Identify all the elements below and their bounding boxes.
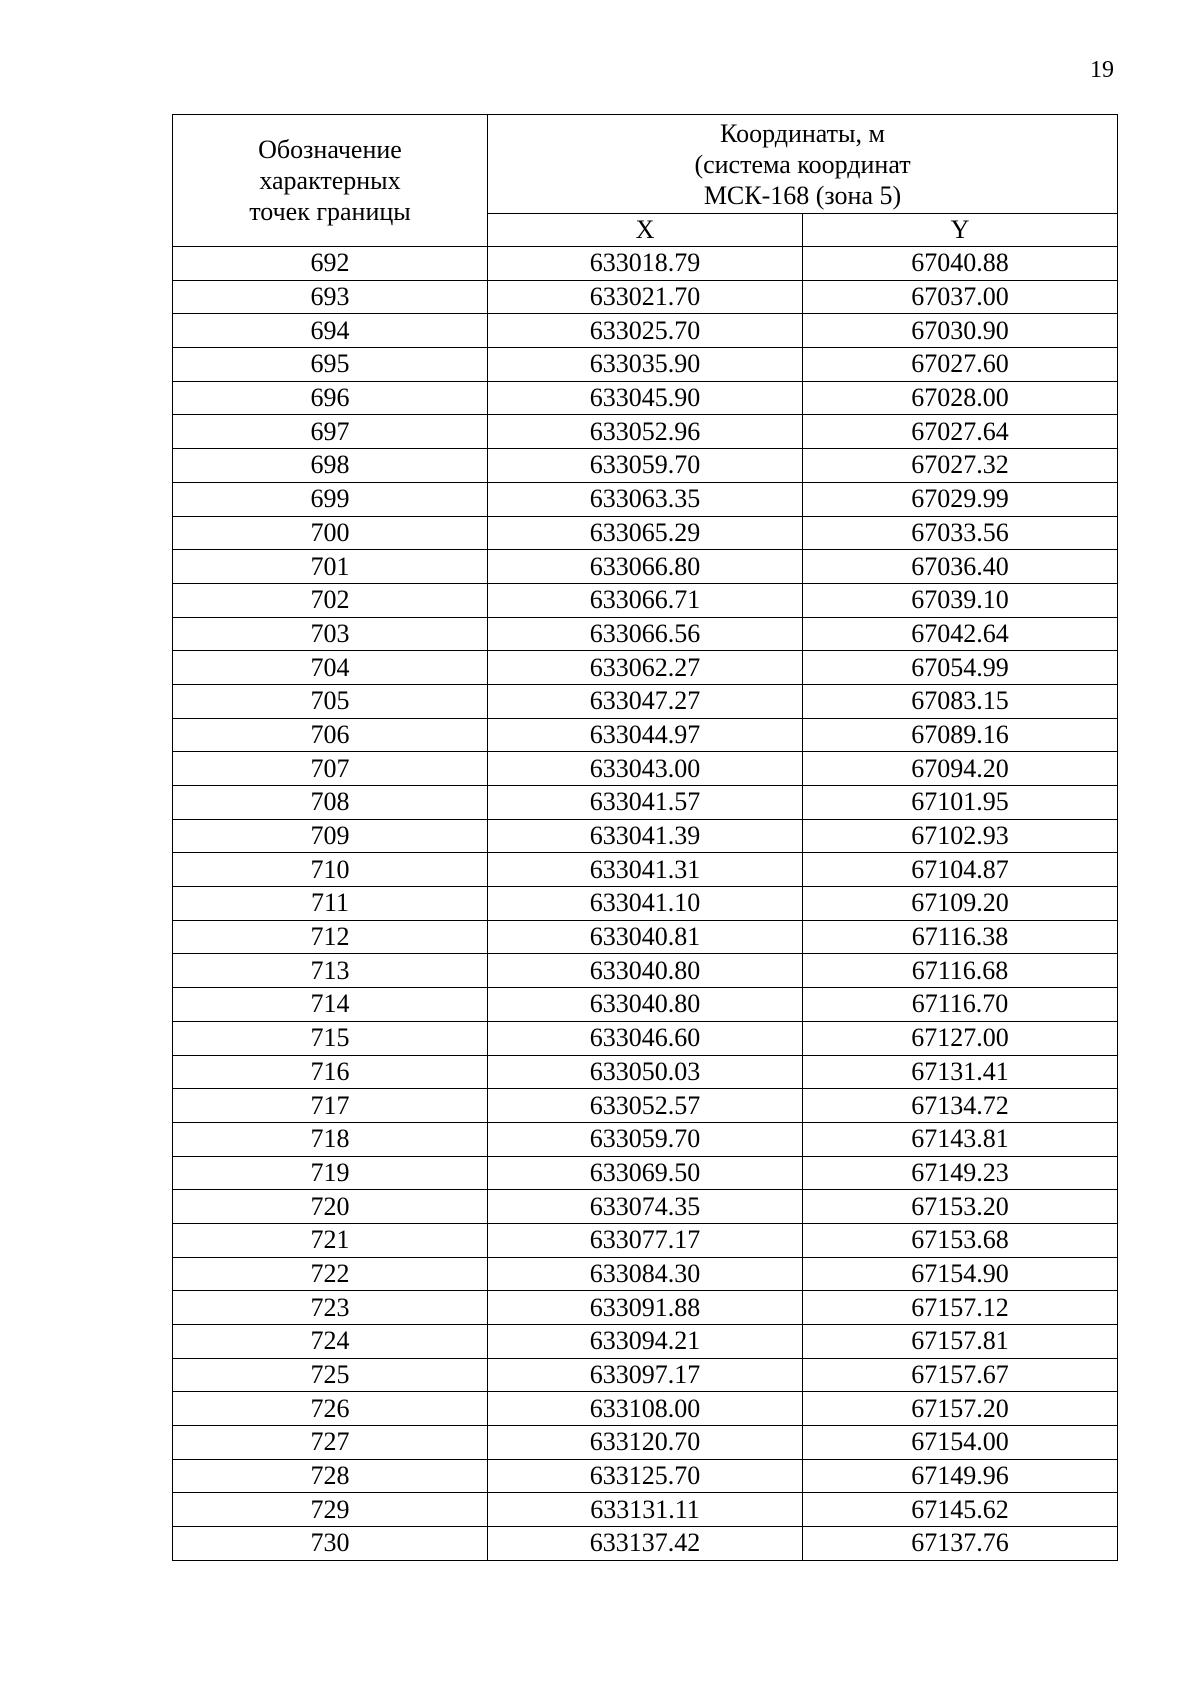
- point-cell: 719: [173, 1156, 488, 1190]
- x-coordinate-cell: 633045.90: [488, 381, 803, 415]
- point-cell: 697: [173, 415, 488, 449]
- point-cell: 718: [173, 1122, 488, 1156]
- point-cell: 702: [173, 583, 488, 617]
- x-coordinate-cell: 633077.17: [488, 1223, 803, 1257]
- y-coordinate-cell: 67109.20: [803, 887, 1118, 921]
- y-coordinate-cell: 67039.10: [803, 583, 1118, 617]
- x-coordinate-cell: 633066.56: [488, 617, 803, 651]
- table-row: [173, 887, 1118, 921]
- point-cell: 716: [173, 1055, 488, 1089]
- x-coordinate-cell: 633041.39: [488, 819, 803, 853]
- x-coordinate-cell: 633018.79: [488, 247, 803, 281]
- point-cell: 728: [173, 1459, 488, 1493]
- x-coordinate-cell: 633047.27: [488, 684, 803, 718]
- point-cell: 699: [173, 482, 488, 516]
- table-row: [173, 583, 1118, 617]
- table-row: [173, 1156, 1118, 1190]
- point-cell: 729: [173, 1493, 488, 1527]
- point-cell: 724: [173, 1325, 488, 1359]
- x-coordinate-cell: 633052.57: [488, 1089, 803, 1123]
- y-coordinate-cell: 67027.60: [803, 348, 1118, 382]
- point-designation-header: [173, 115, 488, 247]
- point-cell: 715: [173, 1021, 488, 1055]
- y-coordinate-cell: 67037.00: [803, 280, 1118, 314]
- point-cell: 717: [173, 1089, 488, 1123]
- table-body: [173, 247, 1118, 1561]
- table-row: [173, 1055, 1118, 1089]
- y-coordinate-cell: 67154.00: [803, 1426, 1118, 1460]
- point-cell: 693: [173, 280, 488, 314]
- header-line: (система координат: [694, 149, 911, 179]
- table-row: [173, 988, 1118, 1022]
- x-coordinate-cell: 633066.80: [488, 550, 803, 584]
- x-coordinate-cell: 633063.35: [488, 482, 803, 516]
- table-row: [173, 280, 1118, 314]
- x-coordinate-cell: 633108.00: [488, 1392, 803, 1426]
- x-coordinate-cell: 633059.70: [488, 449, 803, 483]
- point-cell: 725: [173, 1358, 488, 1392]
- y-coordinate-cell: 67127.00: [803, 1021, 1118, 1055]
- header-row: [173, 115, 1118, 214]
- x-coordinate-cell: 633066.71: [488, 583, 803, 617]
- table-row: [173, 1426, 1118, 1460]
- point-cell: 712: [173, 920, 488, 954]
- table-row: [173, 819, 1118, 853]
- header-line: точек границы: [249, 197, 411, 226]
- point-cell: 727: [173, 1426, 488, 1460]
- table-row: [173, 1291, 1118, 1325]
- table-row: [173, 415, 1118, 449]
- x-coordinate-cell: 633094.21: [488, 1325, 803, 1359]
- y-coordinate-cell: 67157.81: [803, 1325, 1118, 1359]
- table-row: [173, 550, 1118, 584]
- header-line: МСК-168 (зона 5): [703, 180, 902, 210]
- x-coordinate-cell: 633120.70: [488, 1426, 803, 1460]
- x-coordinate-cell: 633041.10: [488, 887, 803, 921]
- x-coordinate-cell: 633040.80: [488, 988, 803, 1022]
- table-row: [173, 1358, 1118, 1392]
- y-coordinate-cell: 67143.81: [803, 1122, 1118, 1156]
- header-line: Обозначение: [258, 135, 402, 164]
- coordinates-header: [488, 115, 1118, 214]
- x-coordinate-cell: 633131.11: [488, 1493, 803, 1527]
- table-row: [173, 651, 1118, 685]
- y-coordinate-cell: 67030.90: [803, 314, 1118, 348]
- header-line: характерных: [259, 166, 401, 195]
- table-row: [173, 381, 1118, 415]
- y-coordinate-cell: 67145.62: [803, 1493, 1118, 1527]
- point-cell: 703: [173, 617, 488, 651]
- point-cell: 695: [173, 348, 488, 382]
- point-cell: 713: [173, 954, 488, 988]
- table-row: [173, 1325, 1118, 1359]
- point-cell: 694: [173, 314, 488, 348]
- y-coordinate-cell: 67157.12: [803, 1291, 1118, 1325]
- table-row: [173, 449, 1118, 483]
- point-cell: 696: [173, 381, 488, 415]
- header-line: Координаты, м: [720, 118, 885, 148]
- table-header: [173, 115, 1118, 247]
- table-row: [173, 1392, 1118, 1426]
- x-coordinate-cell: 633052.96: [488, 415, 803, 449]
- y-coordinate-cell: 67116.38: [803, 920, 1118, 954]
- y-coordinate-cell: 67083.15: [803, 684, 1118, 718]
- x-coordinate-cell: 633035.90: [488, 348, 803, 382]
- y-coordinate-cell: 67054.99: [803, 651, 1118, 685]
- table-row: [173, 684, 1118, 718]
- table-row: [173, 1223, 1118, 1257]
- y-coordinate-cell: 67131.41: [803, 1055, 1118, 1089]
- point-cell: 711: [173, 887, 488, 921]
- point-cell: 710: [173, 853, 488, 887]
- point-cell: 723: [173, 1291, 488, 1325]
- point-cell: 692: [173, 247, 488, 281]
- point-cell: 726: [173, 1392, 488, 1426]
- y-coordinate-cell: 67153.20: [803, 1190, 1118, 1224]
- y-coordinate-cell: 67089.16: [803, 718, 1118, 752]
- point-cell: 700: [173, 516, 488, 550]
- table-row: [173, 920, 1118, 954]
- point-cell: 730: [173, 1527, 488, 1561]
- table-row: [173, 1493, 1118, 1527]
- table-row: [173, 617, 1118, 651]
- table-row: [173, 247, 1118, 281]
- x-coordinate-cell: 633084.30: [488, 1257, 803, 1291]
- table-row: [173, 1122, 1118, 1156]
- y-coordinate-cell: 67154.90: [803, 1257, 1118, 1291]
- point-cell: 706: [173, 718, 488, 752]
- table-row: [173, 1527, 1118, 1561]
- table-row: [173, 314, 1118, 348]
- x-coordinate-cell: 633021.70: [488, 280, 803, 314]
- table-row: [173, 1257, 1118, 1291]
- y-coordinate-cell: 67027.64: [803, 415, 1118, 449]
- x-column-header: X: [488, 214, 803, 247]
- x-coordinate-cell: 633041.57: [488, 786, 803, 820]
- table-row: [173, 786, 1118, 820]
- x-coordinate-cell: 633050.03: [488, 1055, 803, 1089]
- x-coordinate-cell: 633125.70: [488, 1459, 803, 1493]
- x-coordinate-cell: 633091.88: [488, 1291, 803, 1325]
- coordinates-table: [172, 114, 1118, 1561]
- y-coordinate-cell: 67040.88: [803, 247, 1118, 281]
- point-cell: 704: [173, 651, 488, 685]
- x-coordinate-cell: 633046.60: [488, 1021, 803, 1055]
- y-coordinate-cell: 67137.76: [803, 1527, 1118, 1561]
- y-coordinate-cell: 67157.20: [803, 1392, 1118, 1426]
- x-coordinate-cell: 633097.17: [488, 1358, 803, 1392]
- y-column-header: Y: [803, 214, 1118, 247]
- table-row: [173, 1190, 1118, 1224]
- point-cell: 714: [173, 988, 488, 1022]
- y-coordinate-cell: 67033.56: [803, 516, 1118, 550]
- table-row: [173, 348, 1118, 382]
- x-coordinate-cell: 633043.00: [488, 752, 803, 786]
- y-coordinate-cell: 67157.67: [803, 1358, 1118, 1392]
- y-coordinate-cell: 67036.40: [803, 550, 1118, 584]
- x-coordinate-cell: 633040.81: [488, 920, 803, 954]
- point-cell: 707: [173, 752, 488, 786]
- table-row: [173, 718, 1118, 752]
- y-coordinate-cell: 67104.87: [803, 853, 1118, 887]
- x-coordinate-cell: 633040.80: [488, 954, 803, 988]
- point-cell: 709: [173, 819, 488, 853]
- x-coordinate-cell: 633069.50: [488, 1156, 803, 1190]
- table-row: [173, 853, 1118, 887]
- x-coordinate-cell: 633025.70: [488, 314, 803, 348]
- x-coordinate-cell: 633044.97: [488, 718, 803, 752]
- point-cell: 698: [173, 449, 488, 483]
- x-coordinate-cell: 633041.31: [488, 853, 803, 887]
- y-coordinate-cell: 67134.72: [803, 1089, 1118, 1123]
- y-coordinate-cell: 67149.23: [803, 1156, 1118, 1190]
- y-coordinate-cell: 67101.95: [803, 786, 1118, 820]
- table-row: [173, 1459, 1118, 1493]
- point-cell: 722: [173, 1257, 488, 1291]
- y-coordinate-cell: 67028.00: [803, 381, 1118, 415]
- table-row: [173, 1089, 1118, 1123]
- y-coordinate-cell: 67029.99: [803, 482, 1118, 516]
- table-row: [173, 1021, 1118, 1055]
- y-coordinate-cell: 67116.68: [803, 954, 1118, 988]
- x-coordinate-cell: 633074.35: [488, 1190, 803, 1224]
- y-coordinate-cell: 67116.70: [803, 988, 1118, 1022]
- point-cell: 701: [173, 550, 488, 584]
- point-cell: 708: [173, 786, 488, 820]
- x-coordinate-cell: 633137.42: [488, 1527, 803, 1561]
- table-row: [173, 752, 1118, 786]
- point-cell: 720: [173, 1190, 488, 1224]
- x-coordinate-cell: 633065.29: [488, 516, 803, 550]
- table-row: [173, 954, 1118, 988]
- table-row: [173, 482, 1118, 516]
- y-coordinate-cell: 67102.93: [803, 819, 1118, 853]
- x-coordinate-cell: 633059.70: [488, 1122, 803, 1156]
- y-coordinate-cell: 67094.20: [803, 752, 1118, 786]
- table-row: [173, 516, 1118, 550]
- y-coordinate-cell: 67153.68: [803, 1223, 1118, 1257]
- y-coordinate-cell: 67149.96: [803, 1459, 1118, 1493]
- x-coordinate-cell: 633062.27: [488, 651, 803, 685]
- point-cell: 705: [173, 684, 488, 718]
- page-number: 19: [1090, 57, 1114, 83]
- y-coordinate-cell: 67027.32: [803, 449, 1118, 483]
- point-cell: 721: [173, 1223, 488, 1257]
- y-coordinate-cell: 67042.64: [803, 617, 1118, 651]
